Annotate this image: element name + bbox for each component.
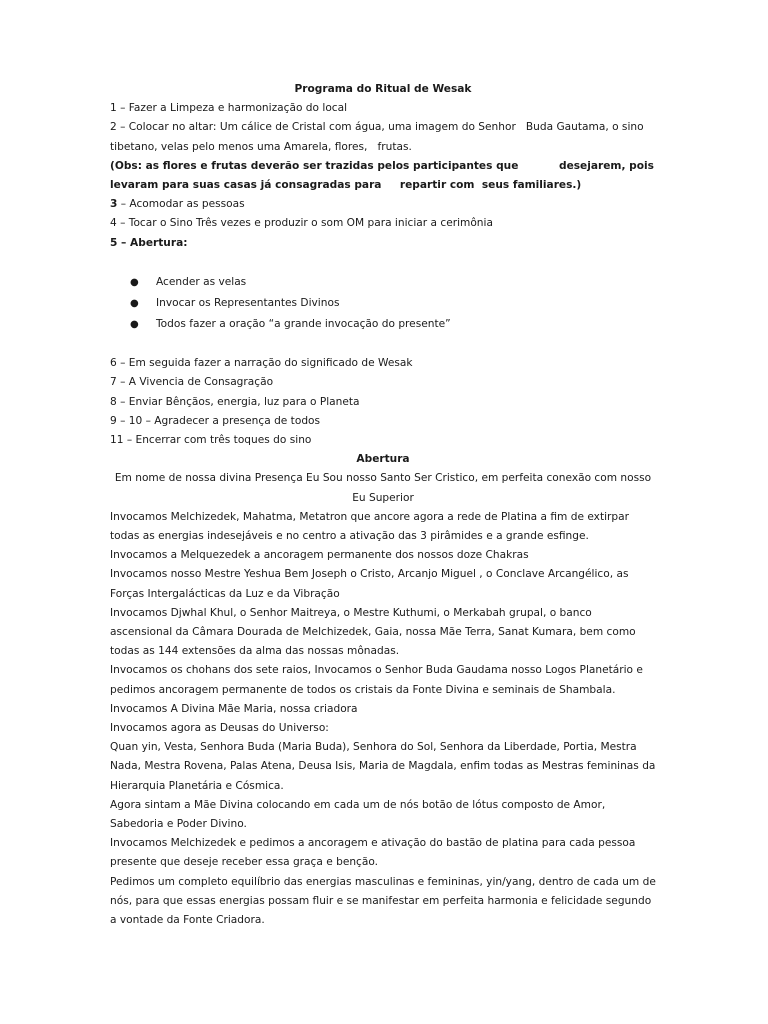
step-3 bbox=[110, 195, 656, 214]
abertura-intro: Em nome de nossa divina Presença Eu Sou nosso Santo Ser Cristico, em perfeita conexão com nosso Eu Superior bbox=[114, 472, 652, 504]
paragraph: Invocamos os chohans dos sete raios, Invocamos o Senhor Buda Gaudama nosso Logos Planetário e pedimos ancoragem permanente de todos os cristais da Fonte Divina e seminais de Shambala. bbox=[110, 664, 643, 696]
spacer bbox=[110, 335, 656, 354]
paragraph: Invocamos Melchizedek, Mahatma, Metatron que ancore agora a rede de Platina a fim de extirpar todas as energias indesejáveis e no centro a ativação das 3 pirâmides e a grande esfinge. bbox=[110, 510, 629, 543]
list-item bbox=[110, 293, 656, 314]
paragraph: Invocamos Djwhal Khul, o Senhor Maitreya, o Mestre Kuthumi, o Merkabah grupal, o banco ascensional da Câmara Dourada de Melchizedek, Gaia, nossa Mãe Terra, Sanat Kumara, bem como todas as 144 extensões da alma das nossas mônadas. bbox=[110, 606, 636, 658]
paragraph: Pedimos um completo equilíbrio das energias masculinas e femininas, yin/yang, dentro de cada um de nós, para que essas energias possam fluir e se manifestar em perfeita harmonia e felicidade segundo a vontade da Fonte Criadora. bbox=[110, 875, 656, 927]
spacer bbox=[110, 253, 656, 272]
step-6: 6 – Em seguida fazer a narração do significado de Wesak bbox=[110, 357, 413, 370]
list-item-text: Invocar os Representantes Divinos bbox=[156, 297, 340, 310]
paragraph: Agora sintam a Mãe Divina colocando em cada um de nós botão de lótus composto de Amor, Sabedoria e Poder Divino. bbox=[110, 798, 606, 831]
paragraph: Quan yin, Vesta, Senhora Buda (Maria Buda), Senhora do Sol, Senhora da Liberdade, Portia, Mestra Nada, Mestra Rovena, Palas Atena, Deusa Isis, Maria de Magdala, enfim todas as Mestras femininas da Hierarquia Planetária e Cósmica. bbox=[110, 741, 656, 792]
list-item bbox=[110, 272, 656, 293]
step-3-number: 3 bbox=[110, 198, 118, 211]
step-11: 11 – Encerrar com três toques do sino bbox=[110, 434, 312, 447]
document-title: Programa do Ritual de Wesak bbox=[294, 83, 472, 95]
list-item bbox=[110, 314, 656, 335]
abertura-heading: Abertura bbox=[356, 453, 410, 466]
paragraph: Invocamos nosso Mestre Yeshua Bem Joseph o Cristo, Arcanjo Miguel , o Conclave Arcangélico, as Forças Intergalácticas da Luz e da Vibração bbox=[110, 568, 629, 600]
step-9: 9 – 10 – Agradecer a presença de todos bbox=[110, 414, 321, 427]
step-5: 5 – Abertura: bbox=[110, 236, 188, 249]
step-8: 8 – Enviar Bênçãos, energia, luz para o Planeta bbox=[110, 395, 360, 408]
document-page bbox=[110, 80, 656, 930]
paragraph: Invocamos A Divina Mãe Maria, nossa criadora bbox=[110, 702, 358, 715]
bullet-icon: ● bbox=[130, 298, 139, 310]
paragraph: Invocamos agora as Deusas do Universo: bbox=[110, 722, 329, 735]
abertura-bullet-list bbox=[110, 272, 656, 335]
bullet-icon: ● bbox=[130, 277, 139, 289]
step-1: 1 – Fazer a Limpeza e harmonização do local bbox=[110, 102, 348, 115]
observation-note: (Obs: as flores e frutas deverão ser trazidas pelos participantes que desejarem, pois levaram para suas casas já consagradas para repartir com seus familiares.) bbox=[110, 159, 658, 192]
list-item-text: Todos fazer a oração “a grande invocação do presente” bbox=[156, 318, 451, 331]
paragraph: Invocamos a Melquezedek a ancoragem permanente dos nossos doze Chakras bbox=[110, 549, 529, 562]
bullet-icon: ● bbox=[130, 319, 139, 331]
list-item-text: Acender as velas bbox=[156, 276, 247, 289]
paragraph: Invocamos Melchizedek e pedimos a ancoragem e ativação do bastão de platina para cada pessoa presente que deseje receber essa graça e benção. bbox=[110, 837, 636, 869]
step-7: 7 – A Vivencia de Consagração bbox=[110, 376, 274, 389]
step-3-text: – Acomodar as pessoas bbox=[117, 198, 245, 211]
step-4: 4 – Tocar o Sino Três vezes e produzir o som OM para iniciar a cerimônia bbox=[110, 217, 493, 230]
step-2: 2 – Colocar no altar: Um cálice de Cristal com água, uma imagem do Senhor Buda Gautama, o sino tibetano, velas pelo menos uma Amarela, flores, frutas. bbox=[110, 121, 647, 153]
